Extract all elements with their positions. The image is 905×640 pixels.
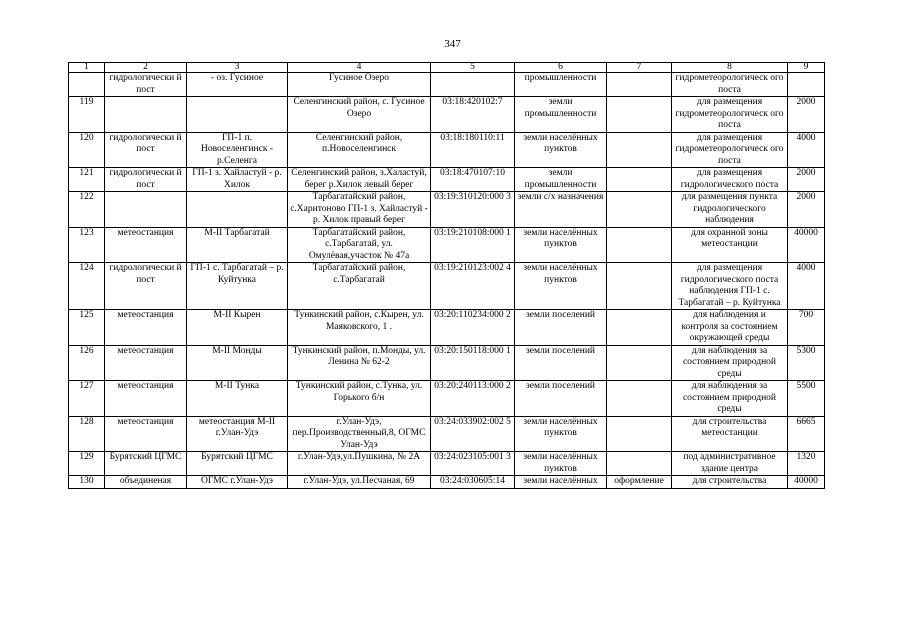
table-row	[69, 97, 825, 133]
permitted-use-cell: для строительства	[672, 476, 788, 489]
right-type-cell	[607, 132, 672, 168]
land-category-cell: промышленности	[515, 73, 607, 97]
area-cell: 700	[788, 310, 825, 346]
object-type-cell: метеостанция	[105, 310, 187, 346]
row-number-cell: 129	[69, 452, 105, 476]
row-number-cell: 119	[69, 97, 105, 133]
area-cell: 1320	[788, 452, 825, 476]
permitted-use-cell: для размещения гидрологического поста наблюдения ГП-1 с. Тарбагатай – р. Куйтунка	[672, 263, 788, 310]
column-number-header: 9	[788, 63, 825, 73]
address-cell: Селенгинский район, п.Новоселенгинск	[288, 132, 431, 168]
permitted-use-cell: для размещения гидрологического поста	[672, 168, 788, 192]
table-row	[69, 132, 825, 168]
object-name-cell	[187, 97, 288, 133]
row-number-cell: 121	[69, 168, 105, 192]
object-type-cell	[105, 192, 187, 228]
address-cell: Тарбагатайский район, с.Тарбагатай, ул. Омулёвая,участок № 47а	[288, 227, 431, 263]
row-number-cell: 123	[69, 227, 105, 263]
right-type-cell	[607, 97, 672, 133]
area-cell: 2000	[788, 192, 825, 228]
address-cell: Тункинский район, п.Монды, ул. Ленина № 62-2	[288, 345, 431, 381]
area-cell: 40000	[788, 476, 825, 489]
area-cell: 5300	[788, 345, 825, 381]
land-category-cell: земли населённых пунктов	[515, 452, 607, 476]
area-cell: 4000	[788, 132, 825, 168]
permitted-use-cell: для наблюдения за состоянием природной среды	[672, 381, 788, 417]
address-cell: Тункинский район, с.Кырен, ул. Маяковского, 1 .	[288, 310, 431, 346]
permitted-use-cell: для строительства метеостанции	[672, 416, 788, 452]
address-cell: г.Улан-Удэ, пер.Производственный,8, ОГМС Улан-Удэ	[288, 416, 431, 452]
table-row	[69, 381, 825, 417]
address-cell: Селенгинский район, з.Халастуй, берег р.Хилок левый берег	[288, 168, 431, 192]
land-category-cell: земли промышленности	[515, 97, 607, 133]
object-type-cell: гидрологически й пост	[105, 168, 187, 192]
table-row	[69, 192, 825, 228]
permitted-use-cell: под административное здание центра	[672, 452, 788, 476]
right-type-cell	[607, 310, 672, 346]
cadastral-number-cell: 03:24:033902:002 5	[431, 416, 515, 452]
object-type-cell: гидрологически й пост	[105, 73, 187, 97]
column-number-header: 3	[187, 63, 288, 73]
column-number-header: 1	[69, 63, 105, 73]
object-name-cell: метеостанция М-II г.Улан-Удэ	[187, 416, 288, 452]
area-cell: 5500	[788, 381, 825, 417]
permitted-use-cell: для наблюдения и контроля за состоянием окружающей среды	[672, 310, 788, 346]
object-type-cell: метеостанция	[105, 345, 187, 381]
land-category-cell: земли населённых пунктов	[515, 227, 607, 263]
object-name-cell: Бурятский ЦГМС	[187, 452, 288, 476]
table-row	[69, 310, 825, 346]
land-category-cell: земли поселений	[515, 345, 607, 381]
cadastral-number-cell: 03:24:030605:14	[431, 476, 515, 489]
table-row	[69, 263, 825, 310]
row-number-cell: 120	[69, 132, 105, 168]
right-type-cell	[607, 345, 672, 381]
address-cell: Селенгинский район, с. Гусиное Озеро	[288, 97, 431, 133]
permitted-use-cell: для наблюдения за состоянием природной среды	[672, 345, 788, 381]
area-cell: 40000	[788, 227, 825, 263]
column-number-header: 5	[431, 63, 515, 73]
area-cell: 4000	[788, 263, 825, 310]
table-row	[69, 416, 825, 452]
right-type-cell: оформление	[607, 476, 672, 489]
row-number-cell: 125	[69, 310, 105, 346]
object-type-cell: метеостанция	[105, 381, 187, 417]
address-cell: г.Улан-Удэ,ул.Пушкина, № 2А	[288, 452, 431, 476]
row-number-cell: 126	[69, 345, 105, 381]
object-name-cell: М-II Кырен	[187, 310, 288, 346]
table-row	[69, 345, 825, 381]
column-number-header: 6	[515, 63, 607, 73]
object-type-cell: метеостанция	[105, 416, 187, 452]
object-name-cell	[187, 192, 288, 228]
cadastral-number-cell: 03:19:210123:002 4	[431, 263, 515, 310]
land-category-cell: земли с/х назначения	[515, 192, 607, 228]
page-number: 347	[444, 38, 461, 50]
cadastral-number-cell: 03:20:110234:000 2	[431, 310, 515, 346]
area-cell	[788, 73, 825, 97]
object-name-cell: М-II Тунка	[187, 381, 288, 417]
row-number-cell: 122	[69, 192, 105, 228]
row-number-cell: 127	[69, 381, 105, 417]
object-type-cell: гидрологически й пост	[105, 132, 187, 168]
column-number-header: 8	[672, 63, 788, 73]
permitted-use-cell: для размещения пункта гидрологического наблюдения	[672, 192, 788, 228]
permitted-use-cell: гидрометеорологическ ого поста	[672, 73, 788, 97]
cadastral-number-cell: 03:18:420102:7	[431, 97, 515, 133]
cadastral-number-cell: 03:24:023105:001 3	[431, 452, 515, 476]
right-type-cell	[607, 168, 672, 192]
address-cell: Тарбагатайский район, с.Харитоново ГП-1 з. Хайластуй - р. Хилок правый берег	[288, 192, 431, 228]
address-cell: г.Улан-Удэ, ул.Песчаная, 69	[288, 476, 431, 489]
area-cell: 2000	[788, 97, 825, 133]
row-number-cell	[69, 73, 105, 97]
table-row	[69, 73, 825, 97]
land-category-cell: земли населённых пунктов	[515, 416, 607, 452]
permitted-use-cell: для размещения гидрометеорологическ ого поста	[672, 97, 788, 133]
land-category-cell: земли населённых пунктов	[515, 263, 607, 310]
table-row	[69, 452, 825, 476]
cadastral-number-cell: 03:20:240113:000 2	[431, 381, 515, 417]
right-type-cell	[607, 192, 672, 228]
object-type-cell: объединеная	[105, 476, 187, 489]
land-category-cell: земли промышленности	[515, 168, 607, 192]
table-body	[69, 63, 825, 489]
land-category-cell: земли поселений	[515, 310, 607, 346]
permitted-use-cell: для размещения гидрометеорологическ ого поста	[672, 132, 788, 168]
object-name-cell: ОГМС г.Улан-Удэ	[187, 476, 288, 489]
object-name-cell: М-II Монды	[187, 345, 288, 381]
object-name-cell: ГП-1 з. Хайластуй - р. Хилок	[187, 168, 288, 192]
object-name-cell: - оз. Гусиное	[187, 73, 288, 97]
row-number-cell: 124	[69, 263, 105, 310]
right-type-cell	[607, 73, 672, 97]
right-type-cell	[607, 263, 672, 310]
object-type-cell	[105, 97, 187, 133]
cadastral-number-cell: 03:18:470107:10	[431, 168, 515, 192]
table-row	[69, 168, 825, 192]
cadastral-number-cell: 03:20:150118:000 1	[431, 345, 515, 381]
land-category-cell: земли населённых	[515, 476, 607, 489]
land-plots-table	[68, 62, 825, 489]
cadastral-number-cell: 03:19:310120:000 3	[431, 192, 515, 228]
table-row	[69, 476, 825, 489]
area-cell: 2000	[788, 168, 825, 192]
object-type-cell: гидрологически й пост	[105, 263, 187, 310]
permitted-use-cell: для охранной зоны метеостанции	[672, 227, 788, 263]
area-cell: 6665	[788, 416, 825, 452]
table-row	[69, 227, 825, 263]
right-type-cell	[607, 381, 672, 417]
address-cell: Тарбагатайский район, с.Тарбагатай	[288, 263, 431, 310]
column-number-header: 7	[607, 63, 672, 73]
column-number-header: 2	[105, 63, 187, 73]
right-type-cell	[607, 227, 672, 263]
cadastral-number-cell: 03:18:180110:11	[431, 132, 515, 168]
object-name-cell: М-II Тарбагатай	[187, 227, 288, 263]
right-type-cell	[607, 452, 672, 476]
object-name-cell: ГП-1 с. Тарбагатай – р. Куйтунка	[187, 263, 288, 310]
cadastral-number-cell	[431, 73, 515, 97]
land-category-cell: земли поселений	[515, 381, 607, 417]
row-number-cell: 128	[69, 416, 105, 452]
column-number-header: 4	[288, 63, 431, 73]
address-cell: Тункинский район, с.Тунка, ул. Горького б/н	[288, 381, 431, 417]
object-type-cell: метеостанция	[105, 227, 187, 263]
address-cell: Гусиное Озеро	[288, 73, 431, 97]
cadastral-number-cell: 03:19:210108:000 1	[431, 227, 515, 263]
object-type-cell: Бурятский ЦГМС	[105, 452, 187, 476]
table-header-row	[69, 63, 825, 73]
object-name-cell: ГП-1 п. Новоселенгинск - р.Селенга	[187, 132, 288, 168]
row-number-cell: 130	[69, 476, 105, 489]
right-type-cell	[607, 416, 672, 452]
land-category-cell: земли населённых пунктов	[515, 132, 607, 168]
